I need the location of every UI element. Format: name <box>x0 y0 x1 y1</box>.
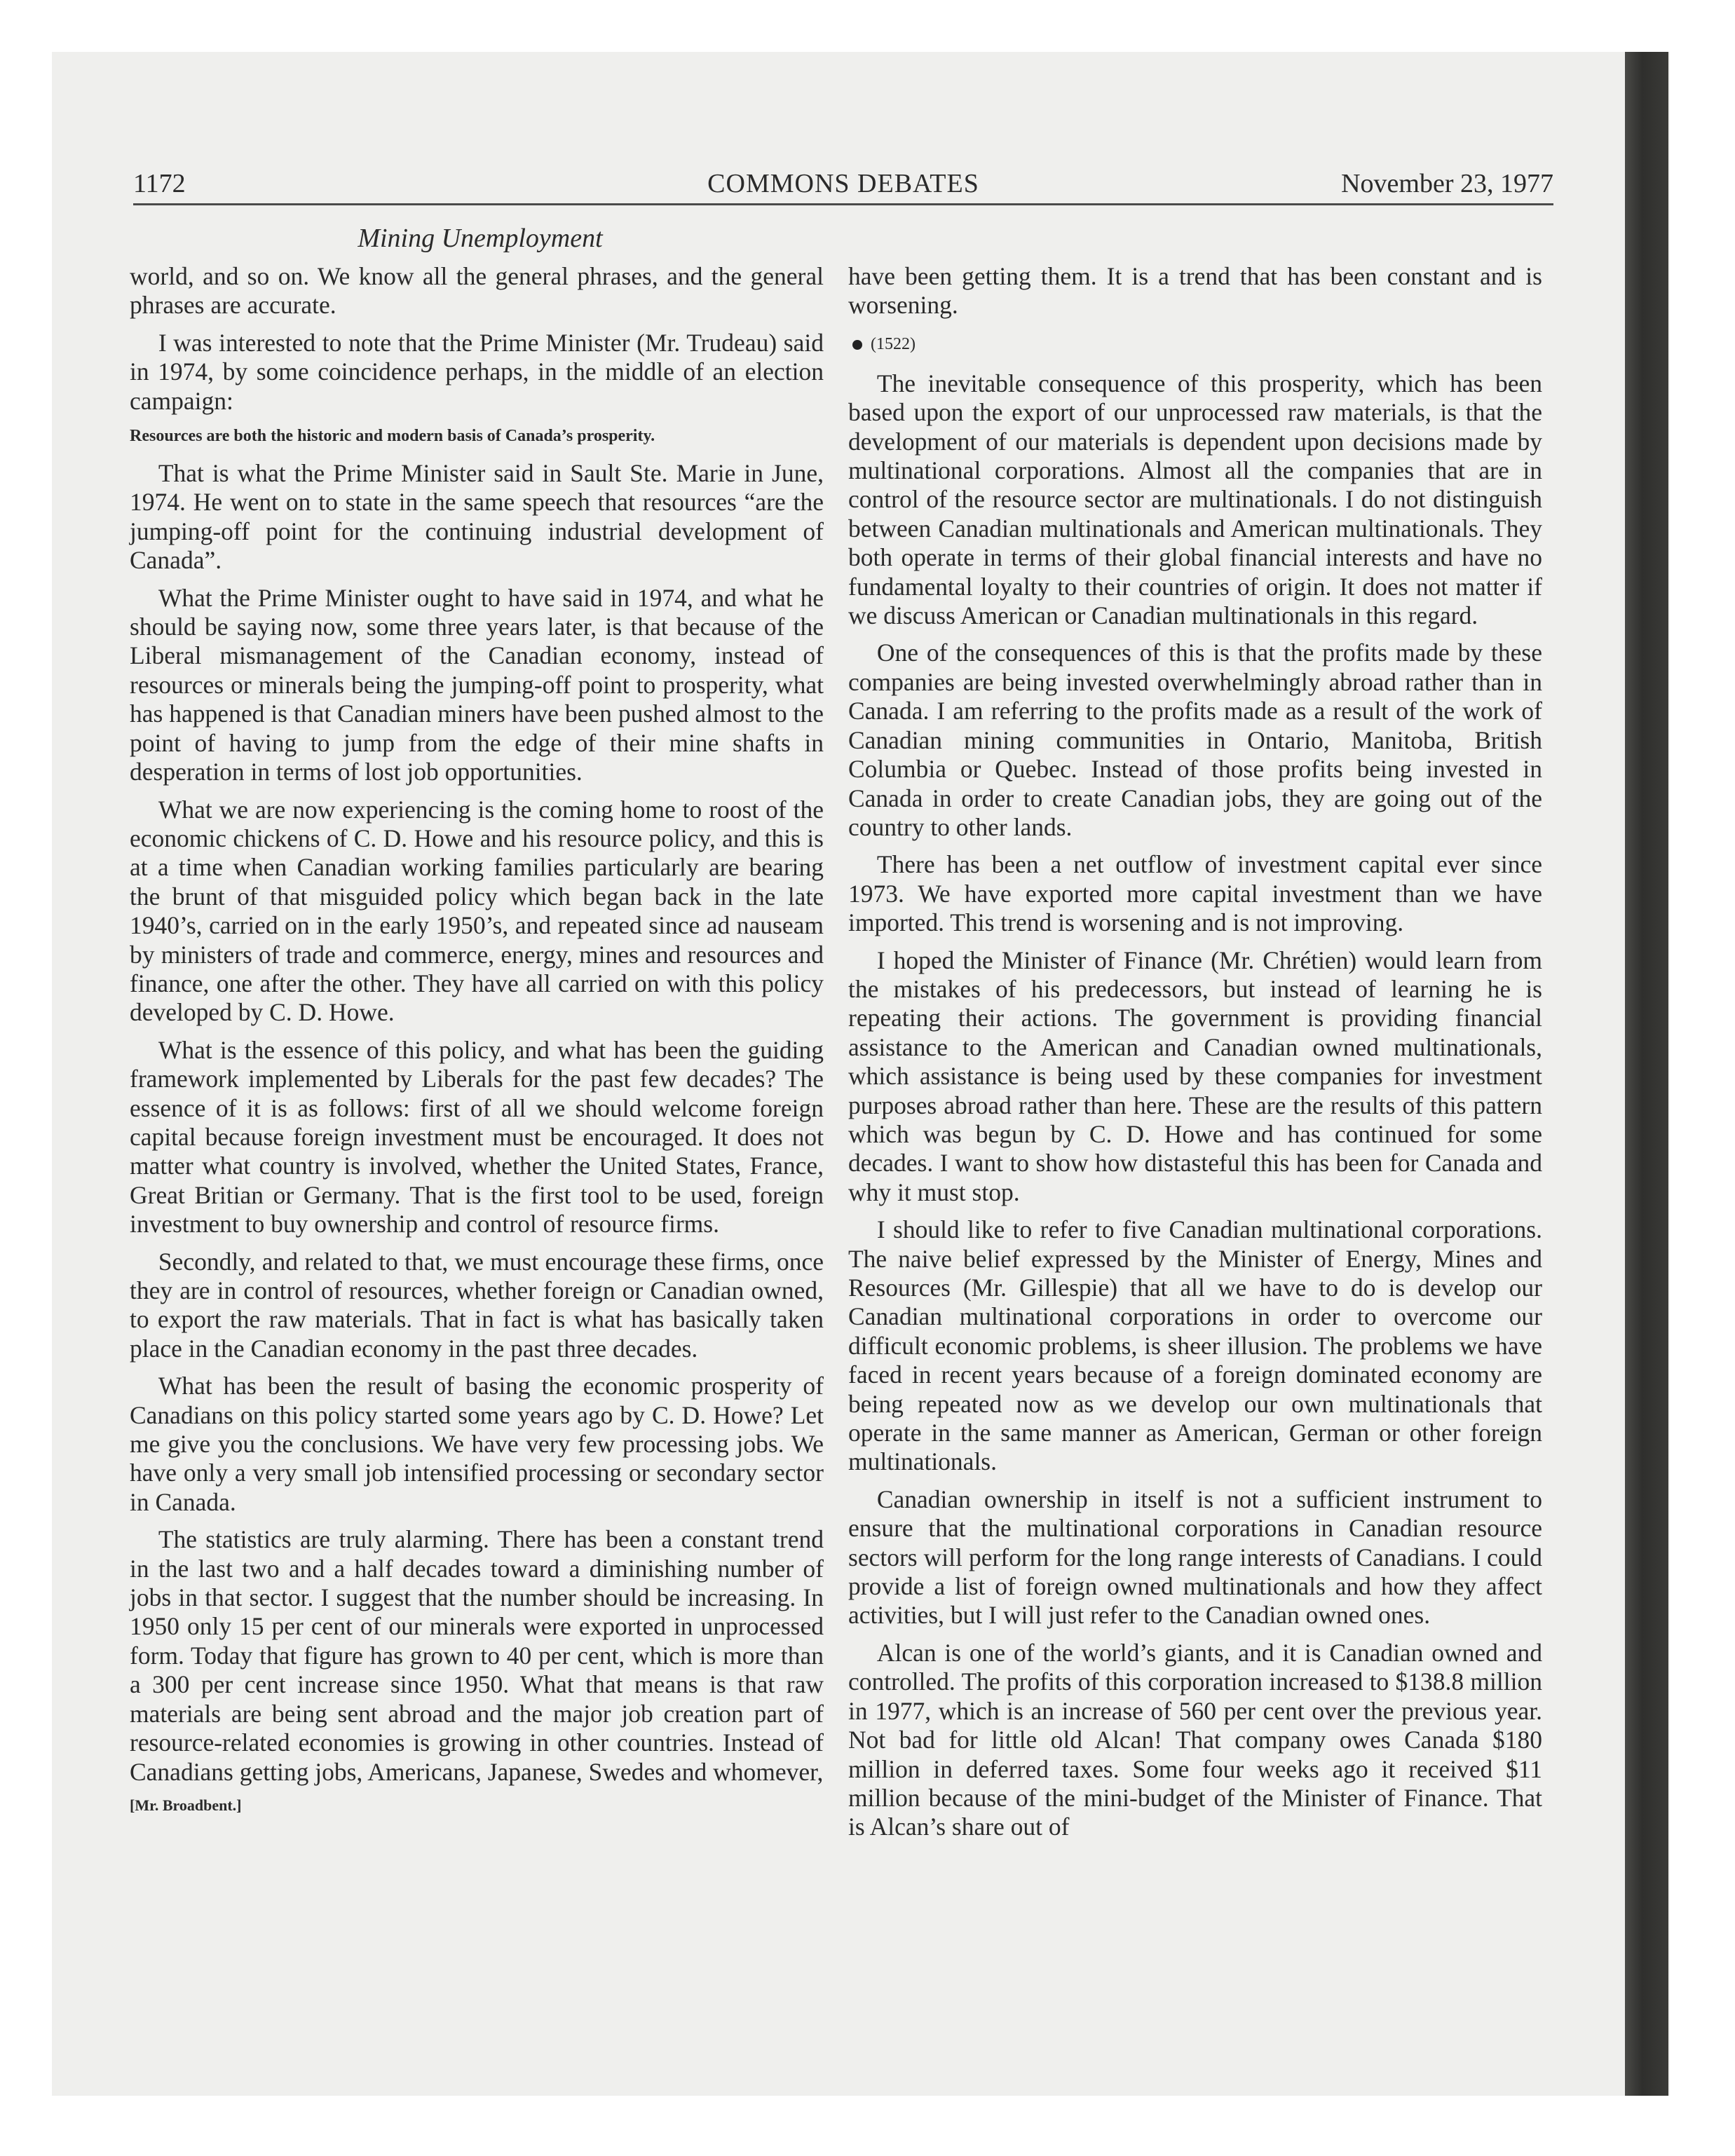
publication-title: COMMONS DEBATES <box>707 169 979 198</box>
time-stamp-text: (1522) <box>871 334 916 353</box>
speaker-attribution: [Mr. Broadbent.] <box>130 1796 242 1814</box>
paragraph: Canadian ownership in itself is not a sufficient instrument to ensure that the multinational corporations in Canadian resource sectors will perform for the long range interests of Canadians. I could provide a list of foreign owned multinationals and how they affect activities, but I will just refer to the Canadian owned ones. <box>848 1485 1542 1630</box>
running-header <box>133 167 1553 205</box>
paragraph: I hoped the Minister of Finance (Mr. Chrétien) would learn from the mistakes of his predecessors, but instead of learning he is repeating their actions. The government is providing financial assistance to the American and Canadian owned multinationals, which assistance is being used by these companies for investment purposes abroad rather than here. These are the results of this pattern which was begun by C. D. Howe and has continued for some decades. I want to show how distasteful this has been for Canada and why it must stop. <box>848 946 1542 1206</box>
left-column <box>130 262 824 1824</box>
paragraph: have been getting them. It is a trend that has been constant and is worsening. <box>848 262 1542 320</box>
right-column <box>848 262 1542 1850</box>
paragraph: One of the consequences of this is that the profits made by these companies are being invested overwhelmingly abroad rather than in Canada. I am referring to the profits made as a result of the work of Canadian mining communities in Ontario, Manitoba, British Columbia or Quebec. Instead of those profits being invested in Canada in order to create Canadian jobs, they are going out of the country to other lands. <box>848 639 1542 841</box>
paragraph: I should like to refer to five Canadian multinational corporations. The naive belief expressed by the Minister of Energy, Mines and Resources (Mr. Gillespie) that all we have to do is develop our Canadian multinational corporations in order to overcome our difficult economic problems, is sheer illusion. The problems we have faced in recent years because of a foreign dominated economy are being repeated now as we develop our own multinationals that operate in the same manner as American, German or other foreign multinationals. <box>848 1215 1542 1476</box>
paragraph: What is the essence of this policy, and what has been the guiding framework implemented by Liberals for the past few decades? The essence of it is as follows: first of all we should welcome foreign capital because foreign investment must be encouraged. It does not matter what country is involved, whether the United States, France, Great Britian or Germany. That is the first tool to be used, foreign investment to buy ownership and control of resource firms. <box>130 1035 824 1239</box>
issue-date: November 23, 1977 <box>1341 169 1553 198</box>
subject-heading: Mining Unemployment <box>358 224 603 253</box>
paragraph: The statistics are truly alarming. There has been a constant trend in the last two and a half decades toward a diminishing number of jobs in that sector. I suggest that the number should be increasing. In 1950 only 15 per cent of our minerals were exported in unprocessed form. Today that figure has grown to 40 per cent, which is more than a 300 per cent increase since 1950. What that means is that raw materials are being sent abroad and the major job creation part of resource-related economies is growing in other countries. Instead of Canadians getting jobs, Americans, Japanese, Swedes and whomever, <box>130 1525 824 1786</box>
paragraph: I was interested to note that the Prime Minister (Mr. Trudeau) said in 1974, by some coincidence perhaps, in the middle of an election campaign: <box>130 328 824 415</box>
paragraph: What we are now experiencing is the coming home to roost of the economic chickens of C. D. Howe and his resource policy, and this is at a time when Canadian working families particularly are bearing the brunt of that misguided policy which began back in the late 1940’s, carried on in the early 1950’s, and repeated since ad nauseam by ministers of trade and commerce, energy, mines and resources and finance, one after the other. They have all carried on with this policy developed by C. D. Howe. <box>130 795 824 1027</box>
paragraph: What has been the result of basing the economic prosperity of Canadians on this policy started some years ago by C. D. Howe? Let me give you the conclusions. We have very few processing jobs. We have only a very small job intensified processing or secondary sector in Canada. <box>130 1372 824 1516</box>
page-number: 1172 <box>133 169 186 198</box>
time-stamp <box>848 329 1542 360</box>
paragraph: That is what the Prime Minister said in Sault Ste. Marie in June, 1974. He went on to state in the same speech that resources “are the jumping-off point for the continuing industrial development of Canada”. <box>130 459 824 575</box>
paragraph: world, and so on. We know all the general phrases, and the general phrases are accurate. <box>130 262 824 320</box>
bullet-dot-icon <box>852 340 862 350</box>
block-quote: Resources are both the historic and modern basis of Canada’s prosperity. <box>130 427 655 446</box>
paragraph: What the Prime Minister ought to have said in 1974, and what he should be saying now, some three years later, is that because of the Liberal mismanagement of the Canadian economy, instead of resources or minerals being the jumping-off point to prosperity, what has happened is that Canadian miners have been pushed almost to the point of having to jump from the edge of their mine shafts in desperation in terms of lost job opportunities. <box>130 583 824 786</box>
paragraph: Secondly, and related to that, we must encourage these firms, once they are in control of resources, whether foreign or Canadian owned, to export the raw materials. That in fact is what has basically taken place in the Canadian economy in the past three decades. <box>130 1247 824 1363</box>
paragraph: There has been a net outflow of investment capital ever since 1973. We have exported more capital investment than we have imported. This trend is worsening and is not improving. <box>848 850 1542 937</box>
paragraph: The inevitable consequence of this prosperity, which has been based upon the export of our unprocessed raw materials, is that the development of our materials is dependent upon decisions made by multinational corporations. Almost all the companies that are in control of the resource sector are multinationals. I do not distinguish between Canadian multinationals and American multinationals. They both operate in terms of their global financial interests and have no fundamental loyalty to their countries of origin. It does not matter if we discuss American or Canadian multinationals in this regard. <box>848 369 1542 630</box>
paragraph: Alcan is one of the world’s giants, and it is Canadian owned and controlled. The profits of this corporation increased to $138.8 million in 1977, which is an increase of 560 per cent over the previous year. Not bad for little old Alcan! That company owes Canada $180 million in deferred taxes. Some four weeks ago it received $11 million because of the mini-budget of the Minister of Finance. That is Alcan’s share out of <box>848 1638 1542 1841</box>
scan-edge-strip <box>1625 52 1668 2096</box>
